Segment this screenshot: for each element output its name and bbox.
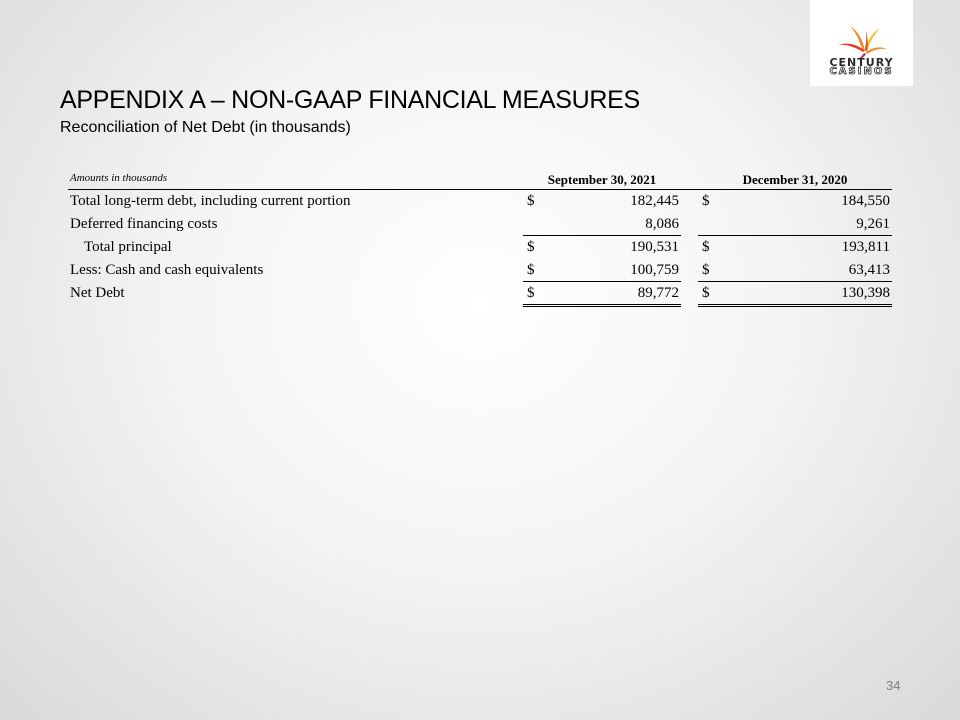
table-row-total-principal [68, 236, 892, 259]
row-label: Net Debt [70, 285, 125, 301]
currency-symbol: $ [527, 239, 535, 255]
row-label: Less: Cash and cash equivalents [70, 262, 264, 278]
table-row-less-cash [68, 259, 892, 282]
currency-symbol: $ [702, 193, 710, 209]
table-row-deferred-financing-costs [68, 213, 892, 236]
currency-symbol: $ [527, 193, 535, 209]
amount: 100,759 [630, 262, 679, 278]
amount: 182,445 [630, 193, 679, 209]
table-row-net-debt [68, 282, 892, 305]
cell-sep-2021 [523, 213, 681, 236]
logo-wordmark-casinos: CASINOS [829, 66, 894, 77]
amount: 63,413 [848, 262, 890, 278]
currency-symbol: $ [702, 239, 710, 255]
starburst-logo-icon [836, 22, 888, 60]
amount: 9,261 [856, 216, 890, 232]
table-header [68, 170, 892, 190]
cell-dec-2020 [698, 213, 892, 236]
amount: 8,086 [645, 216, 679, 232]
cell-dec-2020 [698, 236, 892, 258]
column-header-dec-2020: December 31, 2020 [742, 172, 848, 187]
cell-dec-2020 [698, 190, 892, 212]
cell-dec-2020 [698, 282, 892, 307]
column-header-sep-2021: September 30, 2021 [547, 172, 657, 187]
net-debt-reconciliation-table [68, 170, 892, 305]
amount: 184,550 [841, 193, 890, 209]
currency-symbol: $ [702, 285, 710, 301]
row-label: Total long-term debt, including current portion [70, 193, 351, 209]
slide-title: APPENDIX A – NON-GAAP FINANCIAL MEASURES [60, 86, 640, 114]
page-number: 34 [886, 678, 901, 693]
cell-sep-2021 [523, 282, 681, 307]
cell-dec-2020 [698, 259, 892, 282]
row-label: Deferred financing costs [70, 216, 218, 232]
currency-symbol: $ [702, 262, 710, 278]
currency-symbol: $ [527, 262, 535, 278]
cell-sep-2021 [523, 259, 681, 282]
cell-sep-2021 [523, 190, 681, 212]
currency-symbol: $ [527, 285, 535, 301]
table-row-total-long-term-debt [68, 190, 892, 213]
row-label: Total principal [84, 239, 172, 255]
amounts-note: Amounts in thousands [70, 172, 168, 184]
century-casinos-logo [810, 0, 913, 86]
amount: 89,772 [637, 285, 679, 301]
amount: 193,811 [841, 239, 890, 255]
amount: 190,531 [630, 239, 679, 255]
logo-wordmark-century: CENTURY [829, 56, 894, 69]
cell-sep-2021 [523, 236, 681, 258]
slide-subtitle: Reconciliation of Net Debt (in thousands) [60, 119, 351, 136]
amount: 130,398 [841, 285, 890, 301]
